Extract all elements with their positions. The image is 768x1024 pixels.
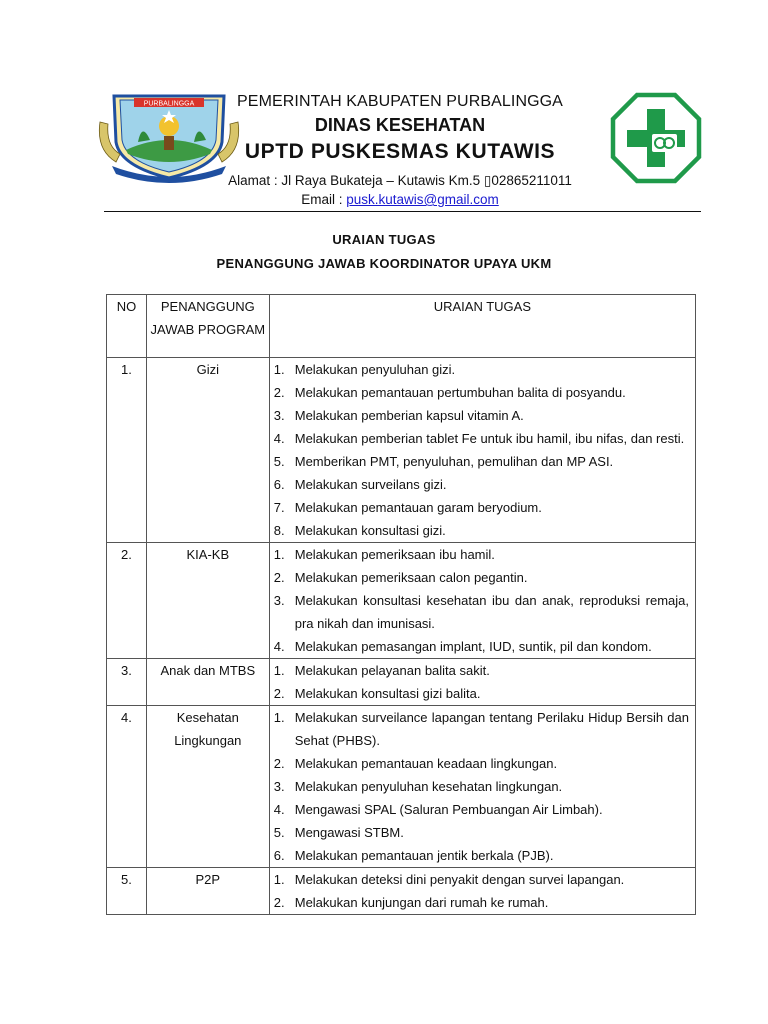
government-name: PEMERINTAH KABUPATEN PURBALINGGA xyxy=(237,93,563,110)
duty-number: 1. xyxy=(273,663,285,678)
duty-number: 5. xyxy=(273,825,285,840)
duty-item xyxy=(270,450,695,473)
row-duties xyxy=(269,358,695,543)
duty-list xyxy=(270,868,695,914)
duty-text: Melakukan konsultasi kesehatan ibu dan anak, reproduksi remaja, pra nikah dan imunisasi. xyxy=(294,593,689,631)
duty-number: 3. xyxy=(273,408,285,423)
duty-number: 3. xyxy=(273,593,285,608)
row-duties xyxy=(269,543,695,659)
duty-text: Melakukan pemasangan implant, IUD, suntik, pil dan kondom. xyxy=(294,639,652,654)
duty-text: Melakukan penyuluhan kesehatan lingkungan. xyxy=(294,779,563,794)
duty-item xyxy=(270,473,695,496)
duty-list xyxy=(270,543,695,658)
duty-list xyxy=(270,706,695,867)
duty-number: 4. xyxy=(273,431,285,446)
department-name: DINAS KESEHATAN xyxy=(314,115,486,135)
letterhead-text xyxy=(200,92,600,209)
duty-number: 1. xyxy=(273,710,285,725)
row-duties xyxy=(269,868,695,915)
header-pj: PENANGGUNG JAWAB PROGRAM xyxy=(146,295,269,358)
duty-item xyxy=(270,381,695,404)
duty-number: 2. xyxy=(273,756,285,771)
duty-text: Memberikan PMT, penyuluhan, pemulihan dan MP ASI. xyxy=(294,454,614,469)
duty-text: Melakukan pelayanan balita sakit. xyxy=(294,663,490,678)
duty-number: 7. xyxy=(273,500,285,515)
header-ut: URAIAN TUGAS xyxy=(269,295,695,358)
duty-item xyxy=(270,891,695,914)
row-duties xyxy=(269,706,695,868)
duty-text: Melakukan pemeriksaan calon pegantin. xyxy=(294,570,528,585)
duty-item xyxy=(270,543,695,566)
row-program: KIA-KB xyxy=(146,543,269,659)
duty-item xyxy=(270,706,695,752)
row-program: P2P xyxy=(146,868,269,915)
duty-item xyxy=(270,635,695,658)
duty-number: 4. xyxy=(273,639,285,654)
document-subtitle: PENANGGUNG JAWAB KOORDINATOR UPAYA UKM xyxy=(216,256,552,271)
row-program: Gizi xyxy=(146,358,269,543)
table-row xyxy=(107,706,696,868)
duty-number: 1. xyxy=(273,547,285,562)
duty-text: Melakukan penyuluhan gizi. xyxy=(294,362,456,377)
duty-item xyxy=(270,659,695,682)
duty-text: Melakukan pemantauan pertumbuhan balita di posyandu. xyxy=(294,385,626,400)
row-number: 3. xyxy=(107,659,147,706)
duty-text: Melakukan pemantauan keadaan lingkungan. xyxy=(294,756,558,771)
duty-item xyxy=(270,821,695,844)
duty-text: Melakukan pemantauan jentik berkala (PJB). xyxy=(294,848,554,863)
duty-item xyxy=(270,496,695,519)
duty-item xyxy=(270,775,695,798)
row-number: 4. xyxy=(107,706,147,868)
duty-item xyxy=(270,589,695,635)
email-link[interactable]: pusk.kutawis@gmail.com xyxy=(346,192,499,207)
header-no: NO xyxy=(107,295,147,358)
row-program: Kesehatan Lingkungan xyxy=(146,706,269,868)
puskesmas-logo-icon xyxy=(610,92,702,184)
table-row xyxy=(107,868,696,915)
duty-text: Melakukan deteksi dini penyakit dengan survei lapangan. xyxy=(294,872,625,887)
duty-item xyxy=(270,752,695,775)
row-number: 1. xyxy=(107,358,147,543)
duty-number: 2. xyxy=(273,385,285,400)
address-line: Alamat : Jl Raya Bukateja – Kutawis Km.5 ▯02865211011 xyxy=(228,173,572,188)
table-header-row xyxy=(107,295,696,358)
duty-number: 8. xyxy=(273,523,285,538)
duty-text: Melakukan pemeriksaan ibu hamil. xyxy=(294,547,495,562)
duty-number: 5. xyxy=(273,454,285,469)
duty-text: Mengawasi STBM. xyxy=(294,825,404,840)
duty-list xyxy=(270,358,695,542)
table-row xyxy=(107,543,696,659)
duty-number: 3. xyxy=(273,779,285,794)
duty-text: Melakukan pemberian kapsul vitamin A. xyxy=(294,408,524,423)
duty-list xyxy=(270,659,695,705)
duty-number: 2. xyxy=(273,895,285,910)
letterhead xyxy=(0,0,768,220)
duty-text: Mengawasi SPAL (Saluran Pembuangan Air Limbah). xyxy=(294,802,603,817)
row-number: 2. xyxy=(107,543,147,659)
duty-item xyxy=(270,427,695,450)
row-number: 5. xyxy=(107,868,147,915)
duty-number: 1. xyxy=(273,872,285,887)
duty-text: Melakukan konsultasi gizi balita. xyxy=(294,686,481,701)
duty-number: 2. xyxy=(273,686,285,701)
row-duties xyxy=(269,659,695,706)
duty-item xyxy=(270,358,695,381)
table-row xyxy=(107,659,696,706)
row-program: Anak dan MTBS xyxy=(146,659,269,706)
duty-number: 1. xyxy=(273,362,285,377)
duty-number: 2. xyxy=(273,570,285,585)
duty-number: 4. xyxy=(273,802,285,817)
header-divider xyxy=(104,211,701,212)
emblem-banner-text: PURBALINGGA xyxy=(143,100,195,108)
duty-text: Melakukan konsultasi gizi. xyxy=(294,523,446,538)
duty-item xyxy=(270,868,695,891)
email-line xyxy=(200,190,600,209)
duty-item xyxy=(270,798,695,821)
document-title: URAIAN TUGAS xyxy=(332,232,436,247)
duty-number: 6. xyxy=(273,848,285,863)
duty-text: Melakukan kunjungan dari rumah ke rumah. xyxy=(294,895,549,910)
duty-text: Melakukan surveilans gizi. xyxy=(294,477,447,492)
duty-item xyxy=(270,566,695,589)
duties-table xyxy=(106,294,696,915)
duty-item xyxy=(270,519,695,542)
duty-text: Melakukan surveilance lapangan tentang Perilaku Hidup Bersih dan Sehat (PHBS). xyxy=(294,710,689,748)
duty-text: Melakukan pemberian tablet Fe untuk ibu hamil, ibu nifas, dan resti. xyxy=(294,431,685,446)
duty-item xyxy=(270,404,695,427)
duty-text: Melakukan pemantauan garam beryodium. xyxy=(294,500,542,515)
table-row xyxy=(107,358,696,543)
duty-item xyxy=(270,682,695,705)
email-label: Email : xyxy=(301,192,347,207)
duty-item xyxy=(270,844,695,867)
institution-name: UPTD PUSKESMAS KUTAWIS xyxy=(244,140,556,163)
duty-number: 6. xyxy=(273,477,285,492)
